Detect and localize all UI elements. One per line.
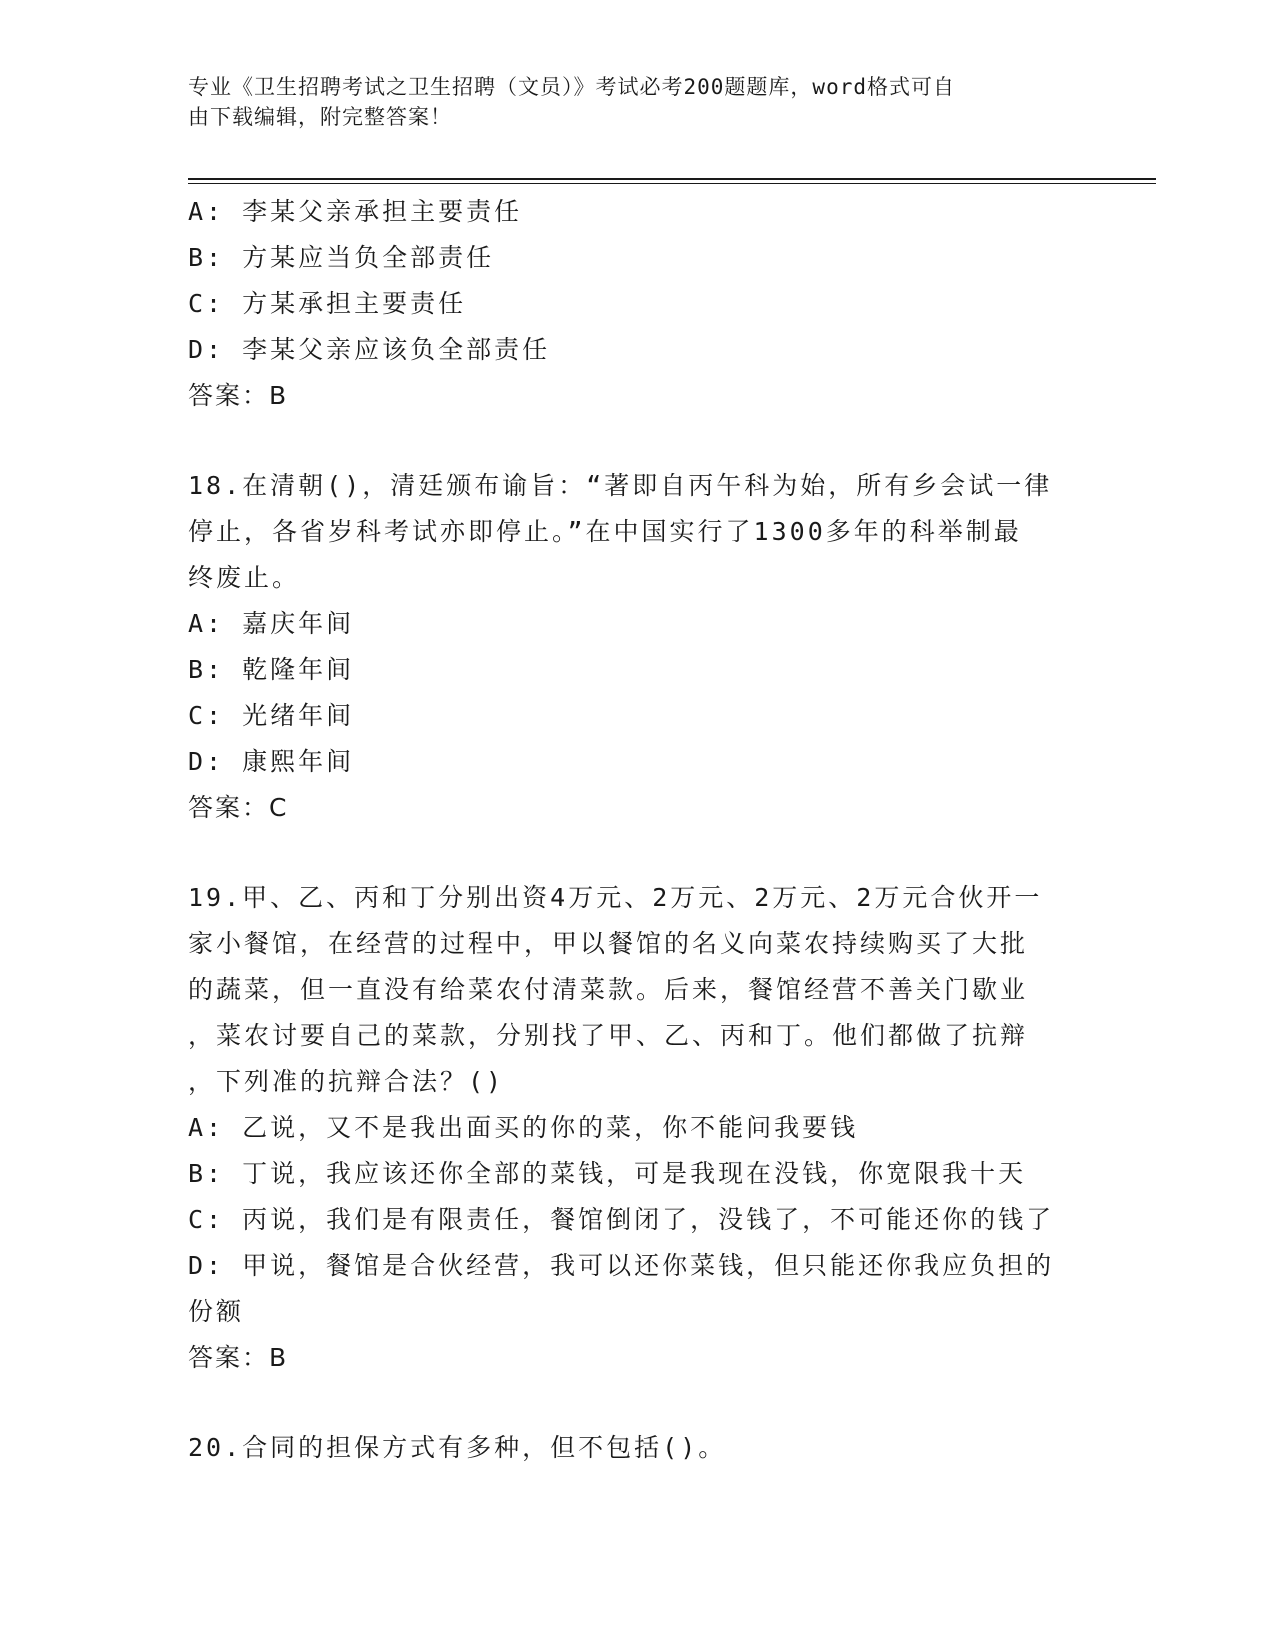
option-c: C: 方某承担主要责任 xyxy=(188,289,467,318)
option-d: D: 康熙年间 xyxy=(188,747,355,776)
header-line-2: 由下载编辑，附完整答案！ xyxy=(188,105,452,129)
question-stem-line: 18.在清朝()，清廷颁布谕旨：“著即自丙午科为始，所有乡会试一律 xyxy=(188,471,1053,500)
header-rule-thick xyxy=(188,178,1156,180)
question-19 xyxy=(188,875,1088,1381)
question-stem-line: 19.甲、乙、丙和丁分别出资4万元、2万元、2万元、2万元合伙开一 xyxy=(188,883,1043,912)
option-d-continued: 份额 xyxy=(188,1297,245,1326)
question-stem-line: 20.合同的担保方式有多种，但不包括()。 xyxy=(188,1433,727,1462)
option-a: A: 乙说，又不是我出面买的你的菜，你不能问我要钱 xyxy=(188,1113,859,1142)
question-18 xyxy=(188,463,1088,831)
option-c: C: 丙说，我们是有限责任，餐馆倒闭了，没钱了，不可能还你的钱了 xyxy=(188,1205,1055,1234)
header-line-1: 专业《卫生招聘考试之卫生招聘（文员）》考试必考200题题库，word格式可自 xyxy=(188,75,955,99)
question-list xyxy=(188,189,1088,1471)
question-stem-line: 家小餐馆，在经营的过程中，甲以餐馆的名义向菜农持续购买了大批 xyxy=(188,929,1029,958)
option-b: B: 丁说，我应该还你全部的菜钱，可是我现在没钱，你宽限我十天 xyxy=(188,1159,1027,1188)
answer-label: 答案：C xyxy=(188,793,289,822)
option-b: B: 方某应当负全部责任 xyxy=(188,243,495,272)
question-stem-line: 的蔬菜，但一直没有给菜农付清菜款。后来，餐馆经营不善关门歇业 xyxy=(188,975,1029,1004)
question-stem-line: ，菜农讨要自己的菜款，分别找了甲、乙、丙和丁。他们都做了抗辩 xyxy=(188,1021,1029,1050)
answer-label: 答案：B xyxy=(188,381,289,410)
document-header xyxy=(188,72,1068,132)
option-a: A: 李某父亲承担主要责任 xyxy=(188,197,523,226)
option-a: A: 嘉庆年间 xyxy=(188,609,355,638)
question-20 xyxy=(188,1425,1088,1471)
option-c: C: 光绪年间 xyxy=(188,701,355,730)
question-stem-line: 停止，各省岁科考试亦即停止。”在中国实行了1300多年的科举制最 xyxy=(188,517,1022,546)
answer-label: 答案：B xyxy=(188,1343,289,1372)
question-stem-line: 终废止。 xyxy=(188,563,301,592)
question-spacer xyxy=(188,1381,1088,1425)
question-spacer xyxy=(188,831,1088,875)
question-spacer xyxy=(188,419,1088,463)
option-d: D: 李某父亲应该负全部责任 xyxy=(188,335,551,364)
header-rule-thin xyxy=(188,183,1156,184)
option-d: D: 甲说，餐馆是合伙经营，我可以还你菜钱，但只能还你我应负担的 xyxy=(188,1251,1055,1280)
question-17 xyxy=(188,189,1088,419)
option-b: B: 乾隆年间 xyxy=(188,655,355,684)
question-stem-line: ，下列准的抗辩合法？() xyxy=(188,1067,505,1096)
